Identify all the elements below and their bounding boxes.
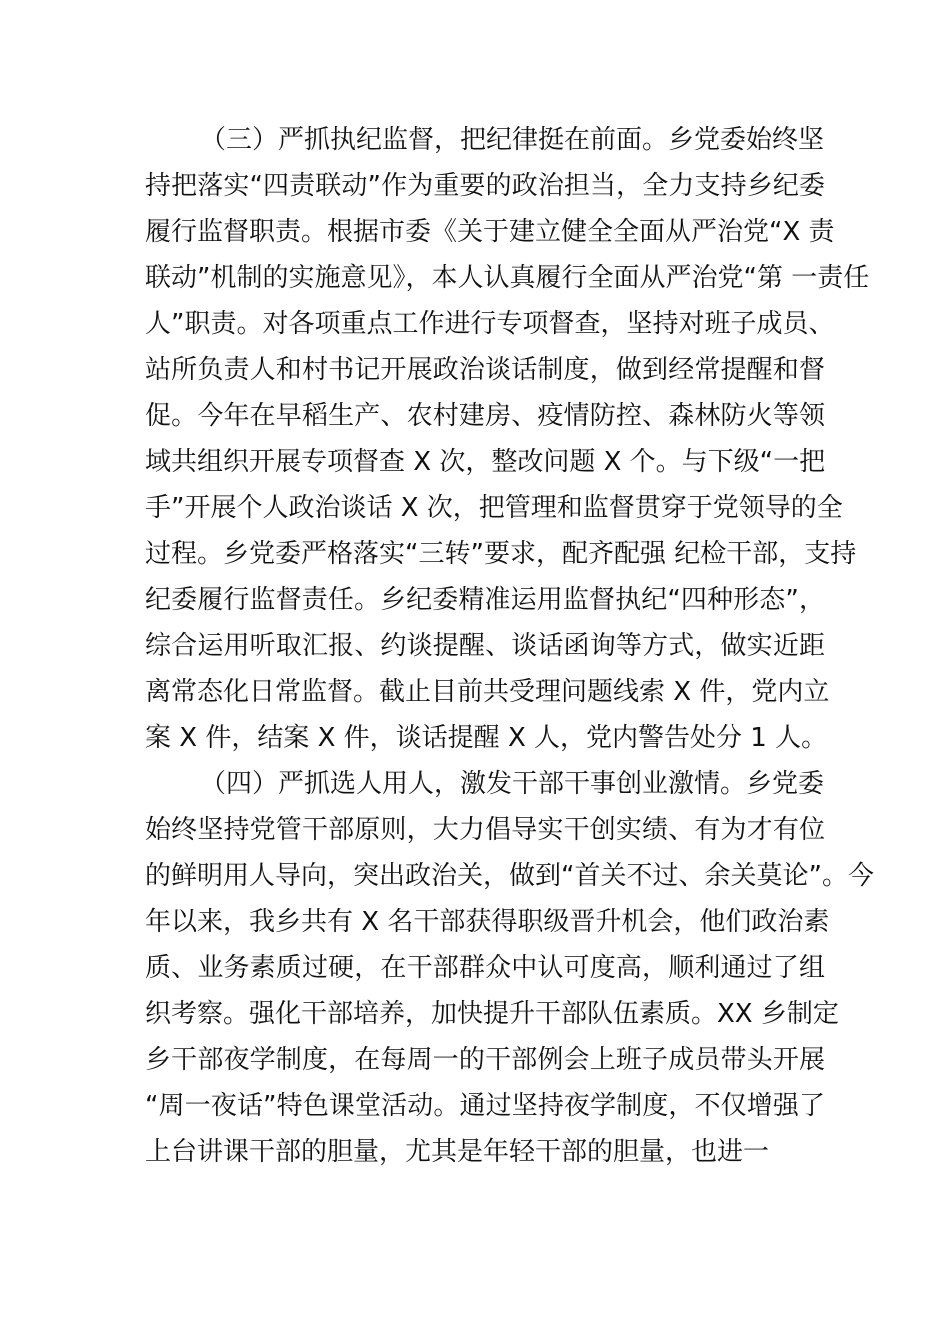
paragraph-3-line-9: 手”开展个人政治谈话 X 次，把管理和监督贯穿于党领导的全 [145, 493, 843, 523]
paragraph-4-line-9: 上台讲课干部的胆量，尤其是年轻干部的胆量，也进一 [145, 1137, 770, 1167]
paragraph-4-line-7: 乡干部夜学制度，在每周一的干部例会上班子成员带头开展 [145, 1045, 825, 1075]
paragraph-3-line-11: 纪委履行监督责任。乡纪委精准运用监督执纪“四种形态”， [145, 585, 825, 615]
paragraph-4-line-3: 的鲜明用人导向，突出政治关，做到“首关不过、余关莫论”。今 [145, 861, 874, 891]
paragraph-3-line-13: 离常态化日常监督。截止目前共受理问题线索 X 件，党内立 [145, 677, 830, 707]
paragraph-3-line-3: 履行监督职责。根据市委《关于建立健全全面从严治党“X 责 [145, 217, 835, 247]
paragraph-4-line-6: 织考察。强化干部培养，加快提升干部队伍素质。XX 乡制定 [145, 999, 839, 1029]
paragraph-3-line-5: 人”职责。对各项重点工作进行专项督查，坚持对班子成员、 [145, 309, 835, 339]
paragraph-3-line-2: 持把落实“四责联动”作为重要的政治担当，全力支持乡纪委 [145, 171, 825, 201]
paragraph-3-line-14: 案 X 件，结案 X 件，谈话提醒 X 人，党内警告处分 1 人。 [145, 723, 828, 753]
paragraph-4-line-4: 年以来，我乡共有 X 名干部获得职级晋升机会，他们政治素 [145, 907, 830, 937]
paragraph-3-line-6: 站所负责人和村书记开展政治谈话制度，做到经常提醒和督 [145, 355, 825, 385]
paragraph-3-line-8: 域共组织开展专项督查 X 次，整改问题 X 个。与下级“一把 [145, 447, 826, 477]
paragraph-4-line-8: “周一夜话”特色课堂活动。通过坚持夜学制度，不仅增强了 [145, 1091, 825, 1121]
paragraph-4-line-5: 质、业务素质过硬，在干部群众中认可度高，顺利通过了组 [145, 953, 825, 983]
paragraph-3-line-7: 促。今年在早稻生产、农村建房、疫情防控、森林防火等领 [145, 401, 825, 431]
paragraph-3-line-1: （三）严抓执纪监督，把纪律挺在前面。乡党委始终坚 [200, 125, 825, 155]
paragraph-3-line-10: 过程。乡党委严格落实“三转”要求，配齐配强 纪检干部，支持 [145, 539, 857, 569]
paragraph-4-line-1: （四）严抓选人用人，激发干部干事创业激情。乡党委 [200, 769, 825, 799]
paragraph-3-line-12: 综合运用听取汇报、约谈提醒、谈话函询等方式，做实近距 [145, 631, 825, 661]
paragraph-4-line-2: 始终坚持党管干部原则，大力倡导实干创实绩、有为才有位 [145, 815, 825, 845]
paragraph-3-line-4: 联动”机制的实施意见》，本人认真履行全面从严治党“第 一责任 [145, 263, 870, 293]
